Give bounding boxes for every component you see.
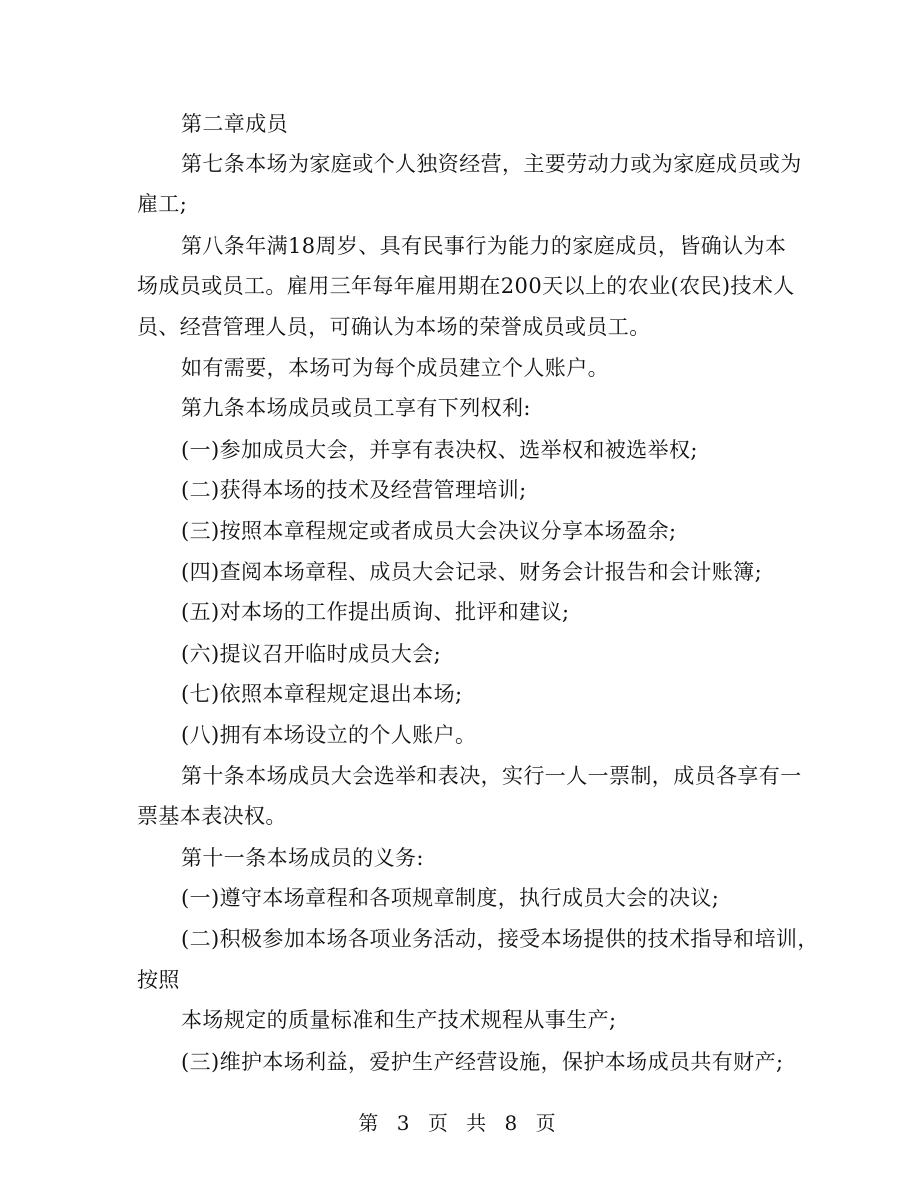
article-8-line-1: 第八条年满18周岁、具有民事行为能力的家庭成员，皆确认为本 (181, 234, 787, 258)
page-number-footer: 第 3 页 共 8 页 (358, 1111, 562, 1135)
duty-item-2-line-2: 按照 (137, 968, 180, 992)
article-10-line-2: 票基本表决权。 (137, 804, 287, 828)
article-8-line-3: 员、经营管理人员，可确认为本场的荣誉成员或员工。 (137, 315, 651, 339)
personal-account-note: 如有需要，本场可为每个成员建立个人账户。 (181, 356, 609, 380)
right-item-3: (三)按照本章程规定或者成员大会决议分享本场盈余; (181, 519, 677, 543)
right-item-2: (二)获得本场的技术及经营管理培训; (181, 478, 527, 502)
article-7-line-2: 雇工; (137, 192, 188, 216)
article-10-line-1: 第十条本场成员大会选举和表决，实行一人一票制，成员各享有一 (181, 764, 802, 788)
duty-item-2-line-1: (二)积极参加本场各项业务活动，接受本场提供的技术指导和培训， (181, 927, 819, 951)
right-item-7: (七)依照本章程规定退出本场; (181, 682, 463, 706)
right-item-1: (一)参加成员大会，并享有表决权、选举权和被选举权; (181, 438, 698, 462)
duty-item-3: (三)维护本场利益，爱护生产经营设施，保护本场成员共有财产; (181, 1050, 784, 1074)
right-item-4: (四)查阅本场章程、成员大会记录、财务会计报告和会计账簿; (181, 560, 763, 584)
right-item-5: (五)对本场的工作提出质询、批评和建议; (181, 600, 570, 624)
article-7-line-1: 第七条本场为家庭或个人独资经营，主要劳动力或为家庭成员或为 (181, 152, 802, 176)
chapter-heading: 第二章成员 (181, 112, 288, 136)
duty-item-1: (一)遵守本场章程和各项规章制度，执行成员大会的决议; (181, 886, 720, 910)
right-item-8: (八)拥有本场设立的个人账户。 (181, 723, 477, 747)
duty-item-2-line-3: 本场规定的质量标准和生产技术规程从事生产; (181, 1008, 617, 1032)
article-11-heading: 第十一条本场成员的义务: (181, 846, 424, 870)
right-item-6: (六)提议召开临时成员大会; (181, 642, 442, 666)
article-9-heading: 第九条本场成员或员工享有下列权利: (181, 396, 531, 420)
article-8-line-2: 场成员或员工。雇用三年每年雇用期在200天以上的农业(农民)技术人 (137, 274, 795, 298)
